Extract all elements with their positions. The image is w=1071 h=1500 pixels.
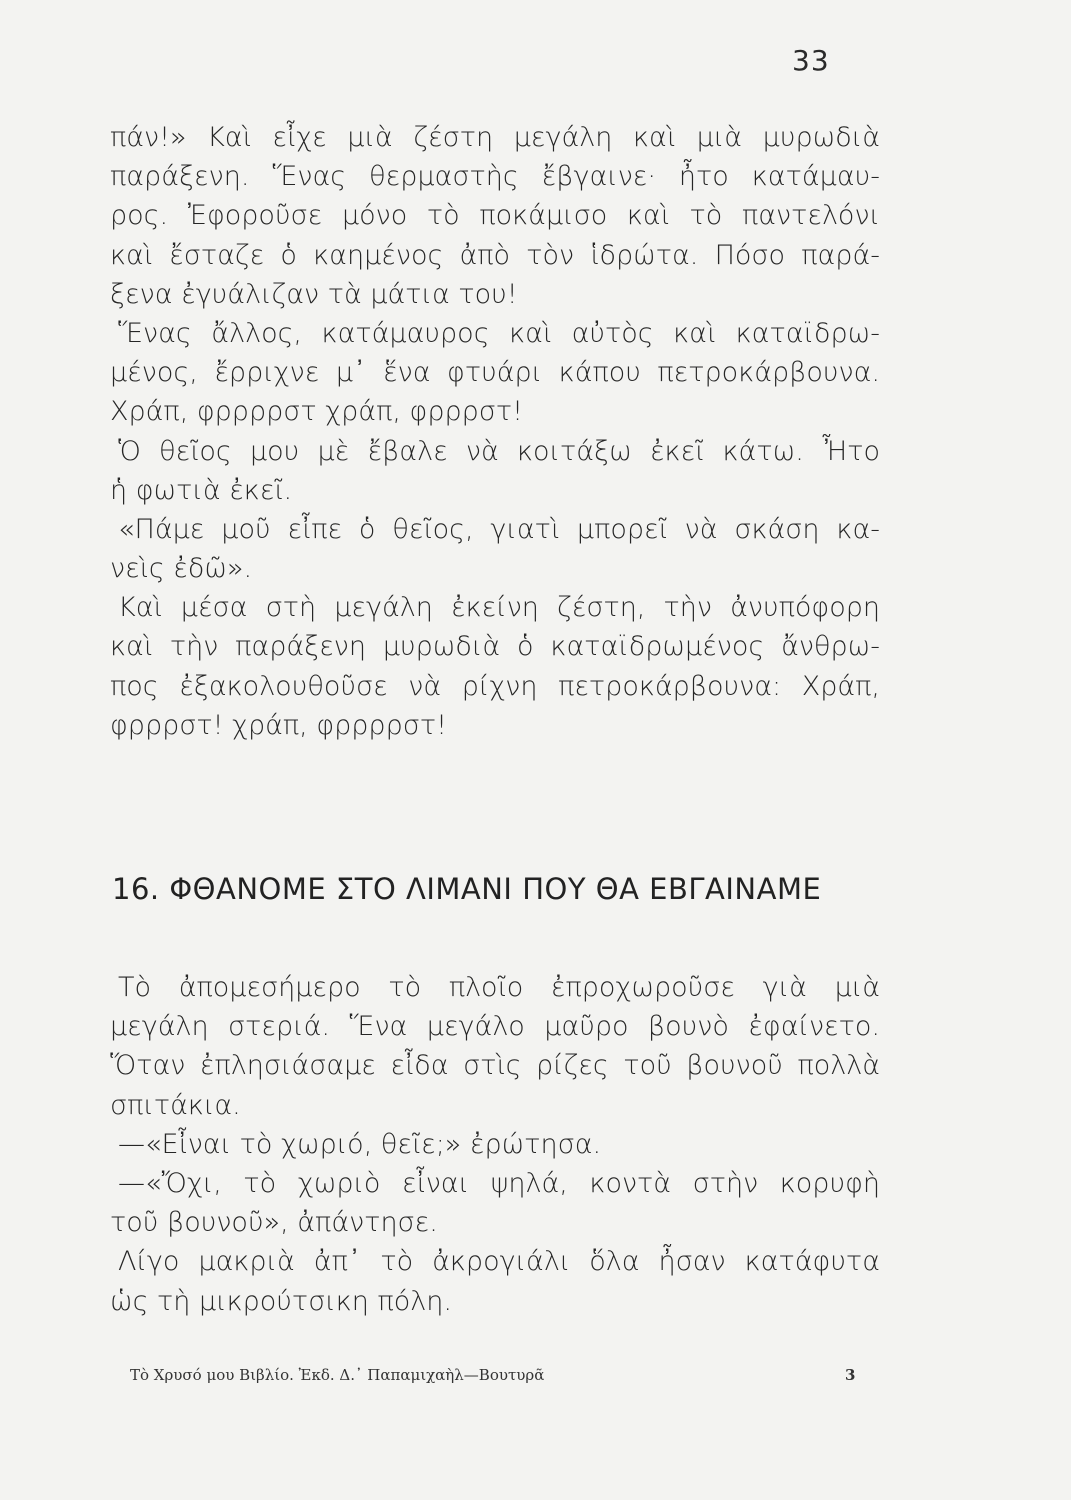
upper-text-block bbox=[110, 118, 880, 745]
text-line: τοῦ βουνοῦ», ἀπάντησε. bbox=[110, 1207, 438, 1239]
text-line: —«Ὄχι, τὸ χωριὸ εἶναι ψηλά, κοντὰ στὴν κορυφὴ bbox=[118, 1167, 880, 1199]
text-line: μεγάλη στεριά. Ἕνα μεγάλο μαῦρο βουνὸ ἐφαίνετο. bbox=[110, 1011, 880, 1043]
text-line: Ὁ θεῖος μου μὲ ἔβαλε νὰ κοιτάξω ἐκεῖ κάτω. Ἦτο bbox=[118, 435, 880, 467]
text-line: ὡς τὴ μικρούτσικη πόλη. bbox=[110, 1285, 452, 1317]
text-line: Ἕνας ἄλλος, κατάμαυρος καὶ αὐτὸς καὶ καταϊδρω- bbox=[118, 317, 880, 349]
footer-imprint: Τὸ Χρυσό μου Βιβλίο. Ἐκδ. Δ.᾽ Παπαμιχαὴλ—Βουτυρᾶ bbox=[130, 1366, 545, 1384]
text-line: πος ἐξακολουθοῦσε νὰ ρίχνη πετροκάρβουνα: Χράπ, bbox=[110, 670, 880, 702]
text-line: ξενα ἐγυάλιζαν τὰ μάτια του! bbox=[110, 278, 518, 310]
text-line: ἡ φωτιὰ ἐκεῖ. bbox=[110, 474, 293, 506]
text-line: φρρρστ! χράπ, φρρρρστ! bbox=[110, 709, 447, 741]
text-line: καὶ τὴν παράξενη μυρωδιὰ ὁ καταϊδρωμένος ἄνθρω- bbox=[110, 631, 880, 663]
text-line: Χράπ, φρρρρστ χράπ, φρρρστ! bbox=[110, 396, 523, 428]
text-line: Τὸ ἀπομεσήμερο τὸ πλοῖο ἐπροχωροῦσε γιὰ μιὰ bbox=[118, 972, 880, 1003]
text-line: νεὶς ἐδῶ». bbox=[110, 553, 253, 585]
section-heading: 16. ΦΘΑΝΟΜΕ ΣΤΟ ΛΙΜΑΝΙ ΠΟΥ ΘΑ ΕΒΓΑΙΝΑΜΕ bbox=[112, 872, 822, 906]
text-line: —«Εἶναι τὸ χωριό, θεῖε;» ἐρώτησα. bbox=[118, 1128, 602, 1160]
text-line: Λίγο μακριὰ ἀπ᾽ τὸ ἀκρογιάλι ὅλα ἦσαν κατάφυτα bbox=[118, 1246, 880, 1278]
text-line: καὶ ἔσταζε ὁ καημένος ἀπὸ τὸν ἱδρώτα. Πόσο παρά- bbox=[110, 239, 880, 271]
text-line: ρος. Ἐφοροῦσε μόνο τὸ ποκάμισο καὶ τὸ παντελόνι bbox=[110, 200, 880, 232]
lower-text-block bbox=[110, 968, 880, 1321]
page-number: 33 bbox=[792, 44, 830, 77]
footer-signature-mark: 3 bbox=[845, 1366, 856, 1384]
text-line: πάν!» Καὶ εἶχε μιὰ ζέστη μεγάλη καὶ μιὰ μυρωδιὰ bbox=[110, 122, 880, 153]
text-line: Ὅταν ἐπλησιάσαμε εἶδα στὶς ρίζες τοῦ βουνοῦ πολλὰ bbox=[110, 1050, 880, 1082]
text-line: μένος, ἔρριχνε μ᾽ ἕνα φτυάρι κάπου πετροκάρβουνα. bbox=[110, 357, 880, 389]
text-line: παράξενη. Ἕνας θερμαστὴς ἔβγαινε· ἦτο κατάμαυ- bbox=[110, 161, 880, 193]
text-line: σπιτάκια. bbox=[110, 1089, 241, 1121]
text-line: Καὶ μέσα στὴ μεγάλη ἐκείνη ζέστη, τὴν ἀνυπόφορη bbox=[118, 592, 880, 624]
text-line: «Πάμε μοῦ εἶπε ὁ θεῖος, γιατὶ μπορεῖ νὰ σκάση κα- bbox=[118, 513, 880, 545]
